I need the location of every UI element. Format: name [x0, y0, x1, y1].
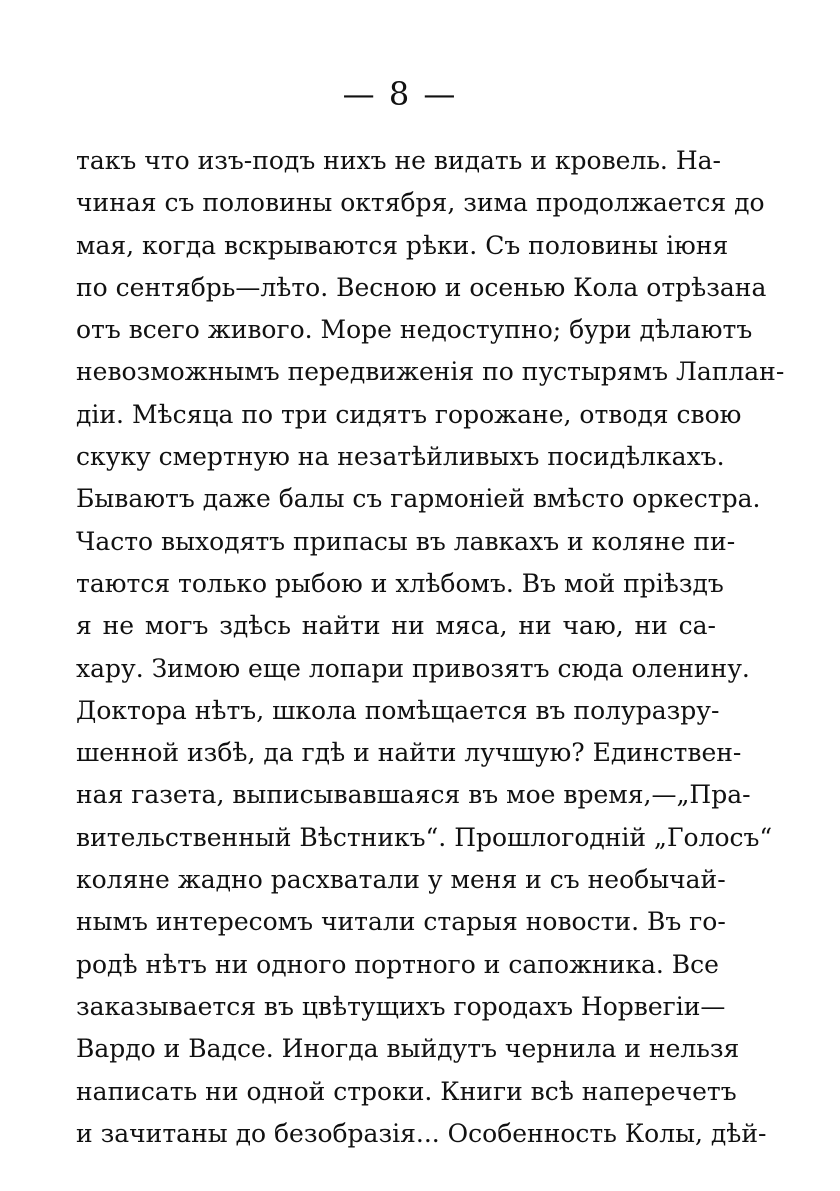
text-line: заказывается въ цвѣтущихъ городахъ Норвегіи—: [76, 991, 726, 1021]
text-line: и зачитаны до безобразія... Особенность Колы, дѣй-: [76, 1118, 767, 1148]
text-line: шенной избѣ, да гдѣ и найти лучшую? Единствен-: [76, 738, 742, 768]
text-line: Бываютъ даже балы съ гармоніей вмѣсто оркестра.: [76, 484, 761, 514]
text-line: мая, когда вскрываются рѣки. Съ половины іюня: [76, 230, 729, 260]
text-line: коляне жадно расхватали у меня и съ необычай-: [76, 865, 726, 895]
text-line: Доктора нѣтъ, школа помѣщается въ полуразру-: [76, 695, 720, 725]
text-line: Вардо и Вадсе. Иногда выйдутъ чернила и нельзя: [76, 1034, 740, 1064]
body-text: [76, 140, 785, 1155]
text-line: отъ всего живого. Море недоступно; бури дѣлаютъ: [76, 315, 753, 345]
text-line: невозможнымъ передвиженія по пустырямъ Лаплан-: [76, 357, 785, 387]
text-line: таются только рыбою и хлѣбомъ. Въ мой пріѣздъ: [76, 568, 724, 598]
text-line: діи. Мѣсяца по три сидятъ горожане, отводя свою: [76, 399, 742, 429]
text-line: чиная съ половины октября, зима продолжается до: [76, 188, 765, 218]
text-line: хару. Зимою еще лопари привозятъ сюда оленину.: [76, 653, 750, 683]
text-line: вительственный Вѣстникъ“. Прошлогодній „Голосъ“: [76, 822, 773, 852]
text-line: такъ что изъ-подъ нихъ не видать и кровель. На-: [76, 146, 721, 175]
text-line: я не могъ здѣсь найти ни мяса, ни чаю, ни са-: [76, 611, 716, 641]
text-line: родѣ нѣтъ ни одного портного и сапожника. Все: [76, 949, 719, 979]
text-line: нымъ интересомъ читали старыя новости. Въ го-: [76, 907, 726, 937]
text-line: скуку смертную на незатѣйливыхъ посидѣлкахъ.: [76, 442, 725, 472]
page-number: — 8 —: [342, 75, 458, 113]
text-line: Часто выходятъ припасы въ лавкахъ и коляне пи-: [76, 526, 736, 556]
text-line: ная газета, выписывавшаяся въ мое время,—„Пра-: [76, 780, 751, 810]
text-line: по сентябрь—лѣто. Весною и осенью Кола отрѣзана: [76, 272, 767, 302]
text-line: написать ни одной строки. Книги всѣ наперечетъ: [76, 1076, 737, 1106]
